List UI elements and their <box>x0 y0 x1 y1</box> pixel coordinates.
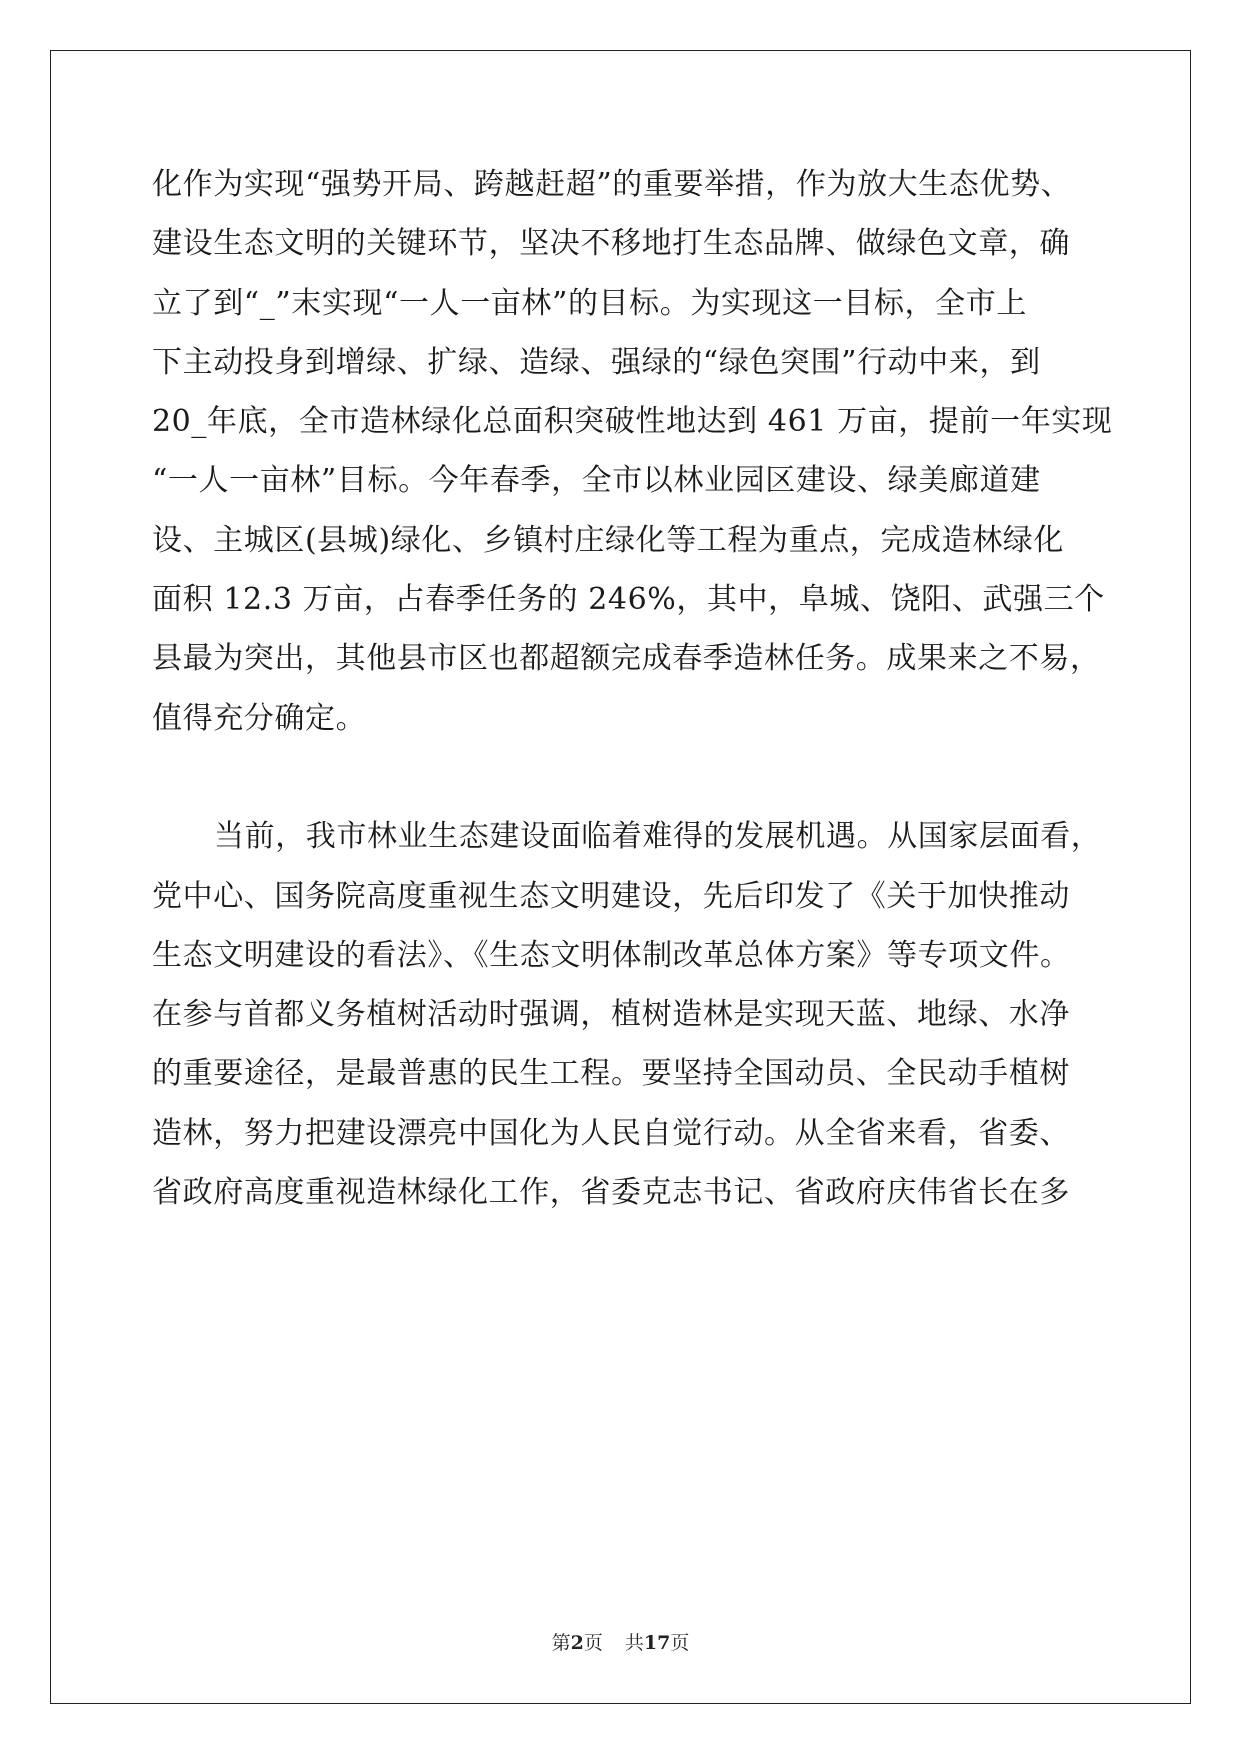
text-line: 的重要途径，是最普惠的民生工程。要坚持全国动员、全民动手植树 <box>152 1056 1070 1092</box>
text-line: 值得充分确定。 <box>152 700 367 736</box>
text-line: 立了到“_”末实现“一人一亩林”的目标。为实现这一目标，全市上 <box>152 285 1027 321</box>
text-line: 在参与首都义务植树活动时强调，植树造林是实现天蓝、地绿、水净 <box>152 997 1070 1033</box>
current-page-number: 2 <box>570 1632 584 1654</box>
text-line: 造林，努力把建设漂亮中国化为人民自觉行动。从全省来看，省委、 <box>152 1115 1070 1151</box>
footer-page-suffix: 页 <box>583 1632 603 1654</box>
text-line: 生态文明建设的看法》、《生态文明体制改革总体方案》等专项文件。 <box>152 937 1071 973</box>
paragraph-gap <box>152 748 1112 807</box>
text-line: 设、主城区(县城)绿化、乡镇村庄绿化等工程为重点，完成造林绿化 <box>152 522 1065 558</box>
text-line: 化作为实现“强势开局、跨越赶超”的重要举措，作为放大生态优势、 <box>152 167 1072 202</box>
text-line: 建设生态文明的关键环节，坚决不移地打生态品牌、做绿色文章，确 <box>152 226 1070 262</box>
text-line: 县最为突出，其他县市区也都超额完成春季造林任务。成果来之不易， <box>152 641 1101 677</box>
body-text <box>152 155 1112 1222</box>
total-page-count: 17 <box>643 1632 671 1654</box>
text-line: “一人一亩林”目标。今年春季，全市以林业园区建设、绿美廊道建 <box>152 463 1041 499</box>
text-line: 当前，我市林业生态建设面临着难得的发展机遇。从国家层面看， <box>214 819 1102 855</box>
text-line: 下主动投身到增绿、扩绿、造绿、强绿的“绿色突围”行动中来，到 <box>152 344 1041 380</box>
text-line: 20_年底，全市造林绿化总面积突破性地达到 461 万亩，提前一年实现 <box>152 404 1113 440</box>
footer-total-prefix: 共 <box>624 1632 644 1654</box>
text-line: 面积 12.3 万亩，占春季任务的 246%，其中，阜城、饶阳、武强三个 <box>152 582 1105 618</box>
text-line: 省政府高度重视造林绿化工作，省委克志书记、省政府庆伟省长在多 <box>152 1175 1070 1211</box>
footer-prefix: 第 <box>551 1632 571 1654</box>
text-line: 党中心、国务院高度重视生态文明建设，先后印发了《关于加快推动 <box>152 878 1070 914</box>
footer-total-suffix: 页 <box>670 1632 690 1654</box>
page-footer <box>0 1628 1241 1655</box>
